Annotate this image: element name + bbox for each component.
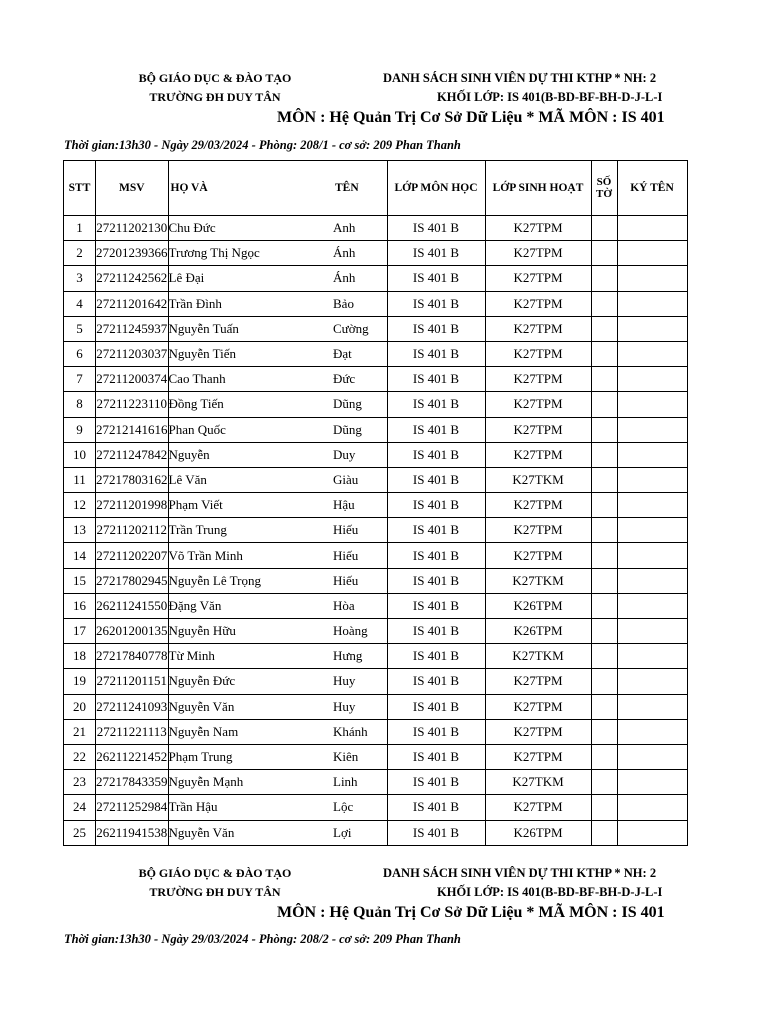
row-lop-sinh-hoat: K27TPM — [485, 795, 591, 820]
list-header-page2 — [380, 864, 768, 902]
school-name: TRƯỜNG ĐH DUY TÂN — [149, 90, 281, 104]
row-so-to — [591, 467, 617, 492]
row-msv: 27211203037 — [96, 341, 169, 366]
row-ten: Lộc — [333, 795, 387, 820]
row-ky-ten — [617, 744, 687, 769]
row-ky-ten — [617, 367, 687, 392]
row-so-to — [591, 593, 617, 618]
row-lop-sinh-hoat: K27TKM — [485, 644, 591, 669]
row-ky-ten — [617, 467, 687, 492]
row-ten: Cường — [333, 316, 387, 341]
row-msv: 27212141616 — [96, 417, 169, 442]
row-so-to — [591, 291, 617, 316]
table-row — [64, 619, 688, 644]
ministry-name: BỘ GIÁO DỤC & ĐÀO TẠO — [138, 71, 292, 85]
row-ho-va: Nguyễn Mạnh — [168, 770, 333, 795]
row-ten: Hậu — [333, 493, 387, 518]
row-so-to — [591, 518, 617, 543]
row-lop-mon-hoc: IS 401 B — [387, 644, 485, 669]
header-so-to-line2: TỜ — [596, 188, 612, 200]
row-ten: Lợi — [333, 820, 387, 845]
institution-header — [100, 69, 330, 107]
table-row — [64, 795, 688, 820]
row-lop-mon-hoc: IS 401 B — [387, 316, 485, 341]
row-msv: 26211241550 — [96, 593, 169, 618]
row-ho-va: Đặng Văn — [168, 593, 333, 618]
table-row — [64, 266, 688, 291]
roster-body — [64, 216, 688, 846]
row-ten: Duy — [333, 442, 387, 467]
row-so-to — [591, 392, 617, 417]
row-ho-va: Nguyễn Nam — [168, 719, 333, 744]
row-so-to — [591, 694, 617, 719]
table-row — [64, 543, 688, 568]
row-so-to — [591, 367, 617, 392]
row-so-to — [591, 216, 617, 241]
row-msv: 27211223110 — [96, 392, 169, 417]
row-stt: 9 — [64, 417, 96, 442]
table-row — [64, 770, 688, 795]
subject-line-page2: MÔN : Hệ Quản Trị Cơ Sở Dữ Liệu * MÃ MÔN : IS 401 — [277, 904, 665, 921]
row-so-to — [591, 266, 617, 291]
row-msv: 27211201998 — [96, 493, 169, 518]
row-ho-va: Phạm Trung — [168, 744, 333, 769]
row-ky-ten — [617, 694, 687, 719]
row-so-to — [591, 568, 617, 593]
row-stt: 7 — [64, 367, 96, 392]
row-lop-sinh-hoat: K27TKM — [485, 568, 591, 593]
row-stt: 11 — [64, 467, 96, 492]
row-msv: 27217840778 — [96, 644, 169, 669]
row-ten: Bảo — [333, 291, 387, 316]
row-msv: 27211252984 — [96, 795, 169, 820]
row-ten: Ánh — [333, 266, 387, 291]
row-lop-sinh-hoat: K27TPM — [485, 291, 591, 316]
row-so-to — [591, 820, 617, 845]
row-msv: 27217803162 — [96, 467, 169, 492]
row-lop-mon-hoc: IS 401 B — [387, 619, 485, 644]
row-msv: 27211245937 — [96, 316, 169, 341]
row-lop-sinh-hoat: K27TPM — [485, 669, 591, 694]
row-lop-mon-hoc: IS 401 B — [387, 367, 485, 392]
row-stt: 19 — [64, 669, 96, 694]
row-so-to — [591, 417, 617, 442]
row-stt: 17 — [64, 619, 96, 644]
row-stt: 2 — [64, 241, 96, 266]
table-row — [64, 216, 688, 241]
row-msv: 27217843359 — [96, 770, 169, 795]
row-ky-ten — [617, 543, 687, 568]
row-stt: 8 — [64, 392, 96, 417]
row-ten: Linh — [333, 770, 387, 795]
row-ho-va: Chu Đức — [168, 216, 333, 241]
row-so-to — [591, 795, 617, 820]
table-header-row — [64, 161, 688, 216]
row-ky-ten — [617, 417, 687, 442]
row-lop-sinh-hoat: K27TPM — [485, 543, 591, 568]
row-ten: Dũng — [333, 417, 387, 442]
row-lop-sinh-hoat: K27TPM — [485, 744, 591, 769]
row-msv: 27211241093 — [96, 694, 169, 719]
row-msv: 27211201642 — [96, 291, 169, 316]
table-row — [64, 392, 688, 417]
row-lop-mon-hoc: IS 401 B — [387, 341, 485, 366]
table-row — [64, 442, 688, 467]
row-ten: Kiên — [333, 744, 387, 769]
row-msv: 26201200135 — [96, 619, 169, 644]
row-ky-ten — [617, 493, 687, 518]
row-stt: 4 — [64, 291, 96, 316]
row-lop-mon-hoc: IS 401 B — [387, 518, 485, 543]
row-lop-mon-hoc: IS 401 B — [387, 266, 485, 291]
class-block-page2: KHỐI LỚP: IS 401(B-BD-BF-BH-D-J-L-I — [437, 885, 663, 899]
row-lop-sinh-hoat: K27TPM — [485, 694, 591, 719]
row-ho-va: Nguyễn Tiến — [168, 341, 333, 366]
row-so-to — [591, 770, 617, 795]
row-ten: Hiếu — [333, 543, 387, 568]
row-ho-va: Phạm Viết — [168, 493, 333, 518]
row-stt: 24 — [64, 795, 96, 820]
row-lop-mon-hoc: IS 401 B — [387, 770, 485, 795]
row-lop-mon-hoc: IS 401 B — [387, 543, 485, 568]
row-lop-mon-hoc: IS 401 B — [387, 392, 485, 417]
row-stt: 23 — [64, 770, 96, 795]
row-ky-ten — [617, 719, 687, 744]
row-stt: 6 — [64, 341, 96, 366]
row-ky-ten — [617, 316, 687, 341]
row-ky-ten — [617, 442, 687, 467]
row-lop-mon-hoc: IS 401 B — [387, 216, 485, 241]
row-so-to — [591, 719, 617, 744]
row-stt: 5 — [64, 316, 96, 341]
row-ho-va: Nguyễn — [168, 442, 333, 467]
ministry-name-page2: BỘ GIÁO DỤC & ĐÀO TẠO — [138, 866, 292, 880]
header-msv: MSV — [96, 161, 169, 216]
header-so-to — [591, 161, 617, 216]
row-so-to — [591, 442, 617, 467]
row-ho-va: Nguyễn Đức — [168, 669, 333, 694]
row-lop-mon-hoc: IS 401 B — [387, 568, 485, 593]
row-lop-sinh-hoat: K27TPM — [485, 518, 591, 543]
header-stt: STT — [64, 161, 96, 216]
row-lop-mon-hoc: IS 401 B — [387, 593, 485, 618]
row-ky-ten — [617, 216, 687, 241]
row-msv: 27211201151 — [96, 669, 169, 694]
row-ky-ten — [617, 291, 687, 316]
row-ten: Ánh — [333, 241, 387, 266]
row-lop-sinh-hoat: K27TPM — [485, 367, 591, 392]
row-ho-va: Lê Đại — [168, 266, 333, 291]
row-msv: 27211200374 — [96, 367, 169, 392]
class-block: KHỐI LỚP: IS 401(B-BD-BF-BH-D-J-L-I — [437, 90, 663, 104]
row-lop-sinh-hoat: K27TPM — [485, 392, 591, 417]
row-lop-sinh-hoat: K27TKM — [485, 770, 591, 795]
row-lop-sinh-hoat: K27TPM — [485, 216, 591, 241]
row-stt: 21 — [64, 719, 96, 744]
row-msv: 27211202207 — [96, 543, 169, 568]
row-stt: 10 — [64, 442, 96, 467]
row-ten: Hưng — [333, 644, 387, 669]
row-ky-ten — [617, 820, 687, 845]
row-lop-sinh-hoat: K27TKM — [485, 467, 591, 492]
row-lop-mon-hoc: IS 401 B — [387, 291, 485, 316]
row-ho-va: Phan Quốc — [168, 417, 333, 442]
row-ky-ten — [617, 644, 687, 669]
header-ho-va: HỌ VÀ — [168, 161, 333, 216]
header-ky-ten: KÝ TÊN — [617, 161, 687, 216]
header-lop-sinh-hoat: LỚP SINH HOẠT — [485, 161, 591, 216]
row-lop-mon-hoc: IS 401 B — [387, 694, 485, 719]
row-ky-ten — [617, 593, 687, 618]
row-stt: 3 — [64, 266, 96, 291]
row-so-to — [591, 493, 617, 518]
table-row — [64, 669, 688, 694]
row-ho-va: Cao Thanh — [168, 367, 333, 392]
list-title: DANH SÁCH SINH VIÊN DỰ THI KTHP * NH: 2 — [383, 71, 657, 85]
row-ho-va: Nguyễn Văn — [168, 820, 333, 845]
row-stt: 25 — [64, 820, 96, 845]
row-msv: 27211247842 — [96, 442, 169, 467]
row-lop-mon-hoc: IS 401 B — [387, 442, 485, 467]
table-row — [64, 316, 688, 341]
exam-time-line-page2: Thời gian:13h30 - Ngày 29/03/2024 - Phòng: 208/2 - cơ sở: 209 Phan Thanh — [64, 932, 461, 946]
row-ho-va: Trương Thị Ngọc — [168, 241, 333, 266]
row-stt: 14 — [64, 543, 96, 568]
row-ten: Khánh — [333, 719, 387, 744]
row-stt: 18 — [64, 644, 96, 669]
table-row — [64, 241, 688, 266]
row-ho-va: Trần Trung — [168, 518, 333, 543]
header-so-to-line1: SỐ — [596, 176, 612, 188]
row-ky-ten — [617, 568, 687, 593]
row-so-to — [591, 669, 617, 694]
table-row — [64, 467, 688, 492]
row-stt: 22 — [64, 744, 96, 769]
table-row — [64, 719, 688, 744]
header-lop-mon-hoc: LỚP MÔN HỌC — [387, 161, 485, 216]
row-ten: Hiếu — [333, 518, 387, 543]
row-lop-mon-hoc: IS 401 B — [387, 820, 485, 845]
row-ky-ten — [617, 266, 687, 291]
row-msv: 26211941538 — [96, 820, 169, 845]
institution-header-page2 — [100, 864, 330, 902]
row-stt: 12 — [64, 493, 96, 518]
row-stt: 1 — [64, 216, 96, 241]
row-ho-va: Nguyễn Tuấn — [168, 316, 333, 341]
table-row — [64, 291, 688, 316]
row-ho-va: Võ Trần Minh — [168, 543, 333, 568]
row-ky-ten — [617, 770, 687, 795]
row-ten: Huy — [333, 694, 387, 719]
row-so-to — [591, 744, 617, 769]
row-so-to — [591, 316, 617, 341]
row-ho-va: Nguyễn Văn — [168, 694, 333, 719]
row-ten: Huy — [333, 669, 387, 694]
table-row — [64, 644, 688, 669]
row-msv: 27211242562 — [96, 266, 169, 291]
row-msv: 27211221113 — [96, 719, 169, 744]
row-ky-ten — [617, 619, 687, 644]
row-lop-mon-hoc: IS 401 B — [387, 669, 485, 694]
row-lop-mon-hoc: IS 401 B — [387, 795, 485, 820]
exam-time-line: Thời gian:13h30 - Ngày 29/03/2024 - Phòng: 208/1 - cơ sở: 209 Phan Thanh — [64, 138, 461, 152]
row-ky-ten — [617, 518, 687, 543]
row-ten: Hòa — [333, 593, 387, 618]
row-lop-mon-hoc: IS 401 B — [387, 719, 485, 744]
table-row — [64, 568, 688, 593]
row-so-to — [591, 644, 617, 669]
table-row — [64, 593, 688, 618]
student-roster-table — [63, 160, 688, 846]
row-lop-mon-hoc: IS 401 B — [387, 744, 485, 769]
row-msv: 26211221452 — [96, 744, 169, 769]
list-title-page2: DANH SÁCH SINH VIÊN DỰ THI KTHP * NH: 2 — [383, 866, 657, 880]
row-lop-sinh-hoat: K27TPM — [485, 719, 591, 744]
row-lop-mon-hoc: IS 401 B — [387, 417, 485, 442]
row-lop-sinh-hoat: K27TPM — [485, 241, 591, 266]
subject-line: MÔN : Hệ Quản Trị Cơ Sở Dữ Liệu * MÃ MÔN : IS 401 — [277, 109, 665, 126]
row-msv: 27211202130 — [96, 216, 169, 241]
row-ho-va: Trần Đình — [168, 291, 333, 316]
row-ten: Đức — [333, 367, 387, 392]
table-row — [64, 694, 688, 719]
row-msv: 27201239366 — [96, 241, 169, 266]
row-ky-ten — [617, 795, 687, 820]
row-lop-sinh-hoat: K27TPM — [485, 316, 591, 341]
row-lop-mon-hoc: IS 401 B — [387, 493, 485, 518]
row-lop-mon-hoc: IS 401 B — [387, 467, 485, 492]
table-row — [64, 518, 688, 543]
row-lop-sinh-hoat: K27TPM — [485, 417, 591, 442]
table-row — [64, 493, 688, 518]
row-ky-ten — [617, 341, 687, 366]
row-so-to — [591, 341, 617, 366]
row-ho-va: Đồng Tiến — [168, 392, 333, 417]
row-lop-sinh-hoat: K27TPM — [485, 442, 591, 467]
row-so-to — [591, 619, 617, 644]
row-stt: 13 — [64, 518, 96, 543]
row-lop-sinh-hoat: K27TPM — [485, 266, 591, 291]
row-ho-va: Từ Minh — [168, 644, 333, 669]
row-ky-ten — [617, 669, 687, 694]
table-row — [64, 367, 688, 392]
row-msv: 27211202112 — [96, 518, 169, 543]
row-ho-va: Nguyễn Hữu — [168, 619, 333, 644]
table-row — [64, 341, 688, 366]
row-ky-ten — [617, 392, 687, 417]
row-msv: 27217802945 — [96, 568, 169, 593]
row-ten: Hiếu — [333, 568, 387, 593]
row-so-to — [591, 241, 617, 266]
row-lop-sinh-hoat: K26TPM — [485, 820, 591, 845]
row-stt: 15 — [64, 568, 96, 593]
list-header — [380, 69, 768, 107]
row-ho-va: Trần Hậu — [168, 795, 333, 820]
row-lop-sinh-hoat: K26TPM — [485, 593, 591, 618]
school-name-page2: TRƯỜNG ĐH DUY TÂN — [149, 885, 281, 899]
row-ten: Anh — [333, 216, 387, 241]
row-stt: 16 — [64, 593, 96, 618]
row-ten: Dũng — [333, 392, 387, 417]
row-ten: Giàu — [333, 467, 387, 492]
table-row — [64, 820, 688, 845]
row-ten: Đạt — [333, 341, 387, 366]
row-ho-va: Lê Văn — [168, 467, 333, 492]
row-ho-va: Nguyễn Lê Trọng — [168, 568, 333, 593]
row-so-to — [591, 543, 617, 568]
table-row — [64, 744, 688, 769]
table-row — [64, 417, 688, 442]
row-lop-sinh-hoat: K27TPM — [485, 493, 591, 518]
row-stt: 20 — [64, 694, 96, 719]
row-lop-sinh-hoat: K27TPM — [485, 341, 591, 366]
row-ky-ten — [617, 241, 687, 266]
header-ten: TÊN — [333, 161, 387, 216]
row-lop-sinh-hoat: K26TPM — [485, 619, 591, 644]
row-lop-mon-hoc: IS 401 B — [387, 241, 485, 266]
row-ten: Hoàng — [333, 619, 387, 644]
